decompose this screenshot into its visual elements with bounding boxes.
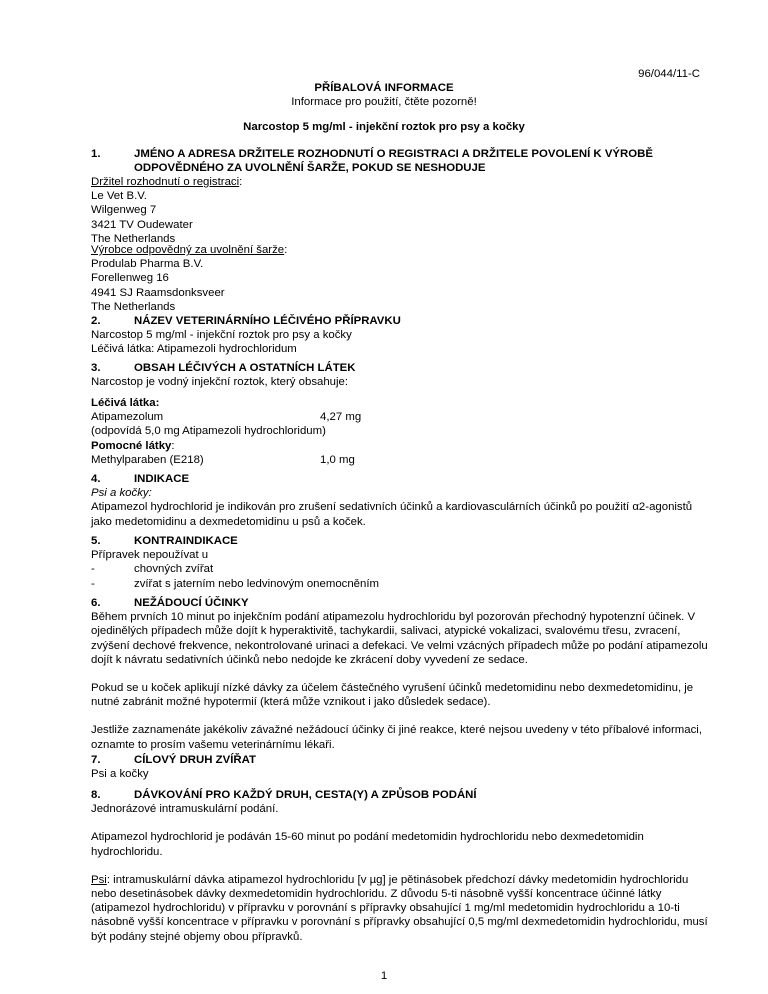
holder-line-3: 3421 TV Oudewater (91, 218, 193, 231)
section-6-heading (91, 596, 711, 610)
section-2-line-2: Léčivá látka: Atipamezoli hydrochloridum (91, 343, 297, 356)
section-6 (91, 596, 711, 752)
section-8-paragraph-3-text: : intramuskulární dávka atipamezol hydrochloridu [v µg] je pětinásobek předchozí dávky medetomidin hydrochloridu nebo desetinásobek dávky dexmedetomidin hydrochloridu. Z důvodu 5-ti násobně vyšší koncentrace účinné látky (atipamezol hydrochloridu) v přípravku v porovnání s přípravky obsahující 1 mg/ml medetomidin hydrochloridu a 10-ti násobně vyšší koncentrace v přípravku v porovnání s přípravky obsahující 0,5 mg/ml dexmedetomidin hydrochloridu, musí být podány stejné objemy obou přípravků. (91, 873, 708, 943)
section-7-title: CÍLOVÝ DRUH ZVÍŘAT (134, 754, 256, 766)
section-5-title: KONTRAINDIKACE (134, 535, 238, 547)
section-1-heading (91, 147, 711, 175)
excipient-name: Methylparaben (E218) (91, 453, 204, 466)
section-3-heading (91, 361, 711, 375)
section-4 (91, 472, 711, 529)
section-2-line-1: Narcostop 5 mg/ml - injekční roztok pro psy a kočky (91, 329, 352, 342)
maker-label-line: Výrobce odpovědný za uvolnění šarže: (91, 244, 288, 256)
holder-block (91, 175, 711, 246)
holder-line-4: The Netherlands (91, 232, 176, 245)
product-name: Narcostop 5 mg/ml - injekční roztok pro psy a kočky (243, 121, 525, 133)
section-3-number: 3. (91, 362, 101, 374)
active-note: (odpovídá 5,0 mg Atipamezoli hydrochloridum) (91, 425, 326, 438)
section-1-title: JMÉNO A ADRESA DRŽITELE ROZHODNUTÍ O REGISTRACI A DRŽITELE POVOLENÍ K VÝROBĚ ODPOVĚDNÉHO ZA UVOLNĚNÍ ŠARŽE, POKUD SE NESHODUJE (134, 148, 653, 175)
section-6-title: NEŽÁDOUCÍ ÚČINKY (134, 597, 249, 609)
maker-line-2: Forellenweg 16 (91, 272, 169, 285)
section-7 (91, 753, 711, 781)
section-8-paragraph-1: Jednorázové intramuskulární podání. (91, 803, 279, 816)
document-title: PŘÍBALOVÁ INFORMACE (314, 82, 454, 94)
section-2 (91, 314, 711, 357)
excipient-label-line: Pomocné látky: (91, 439, 175, 452)
excipient-value: 1,0 mg (320, 453, 355, 466)
list-item: - zvířat s jaterním nebo ledvinovým onemocněním (91, 577, 380, 590)
excipient-label: Pomocné látky (91, 439, 172, 452)
active-value: 4,27 mg (320, 411, 362, 424)
active-label: Léčivá látka: (91, 397, 160, 409)
section-8-paragraph-3 (91, 873, 711, 944)
section-6-paragraph-3: Jestliže zaznamenáte jakékoliv závažné nežádoucí účinky či jiné reakce, které nejsou uvedeny v této příbalové informaci, oznamte to prosím vašemu veterinárnímu lékaři. (91, 724, 702, 751)
section-6-paragraph-2: Pokud se u koček aplikují nízké dávky za účelem částečného vyrušení účinků medetomidinu nebo dexmedetomidinu, je nutné zabránit možné hypotermií (která může vznikout i jako důsledek sedace). (91, 682, 694, 709)
section-1 (91, 147, 711, 175)
holder-label: Držitel rozhodnutí o registraci (91, 176, 240, 188)
document-subtitle: Informace pro použití, čtěte pozorně! (291, 96, 477, 108)
holder-line-2: Wilgenweg 7 (91, 204, 157, 217)
maker-label: Výrobce odpovědný za uvolnění šarže (91, 244, 285, 256)
section-3-intro: Narcostop je vodný injekční roztok, který obsahuje: (91, 376, 349, 389)
document-reference: 96/044/11-C (638, 68, 700, 80)
section-5-item-2: zvířat s jaterním nebo ledvinovým onemocněním (134, 577, 380, 590)
section-3 (91, 361, 711, 389)
section-5-item-1: chovných zvířat (134, 563, 214, 576)
holder-label-line: Držitel rozhodnutí o registraci: (91, 176, 243, 188)
section-7-text: Psi a kočky (91, 768, 149, 781)
section-2-title: NÁZEV VETERINÁRNÍHO LÉČIVÉHO PŘÍPRAVKU (134, 315, 401, 327)
section-4-title: INDIKACE (134, 473, 190, 485)
section-8-title: DÁVKOVÁNÍ PRO KAŽDÝ DRUH, CESTA(Y) A ZPŮSOB PODÁNÍ (134, 789, 477, 801)
section-8-heading (91, 788, 711, 802)
maker-block (91, 243, 711, 314)
holder-line-1: Le Vet B.V. (91, 190, 147, 203)
maker-line-1: Produlab Pharma B.V. (91, 258, 204, 271)
excipient-row (91, 453, 711, 467)
section-2-number: 2. (91, 315, 101, 327)
section-4-species-line: Psi a kočky: (91, 487, 152, 500)
psi-label: Psi (91, 873, 107, 886)
section-8-number: 8. (91, 789, 101, 801)
page-number: 1 (380, 970, 388, 982)
composition-block (91, 396, 711, 467)
maker-line-3: 4941 SJ Raamsdonksveer (91, 286, 225, 299)
section-2-heading (91, 314, 711, 328)
section-5-intro: Přípravek nepoužívat u (91, 549, 209, 562)
section-4-number: 4. (91, 473, 101, 485)
section-4-heading (91, 472, 711, 486)
active-row (91, 410, 711, 424)
list-item: - chovných zvířat (91, 563, 214, 576)
section-6-number: 6. (91, 597, 101, 609)
section-1-number: 1. (91, 148, 101, 160)
section-8 (91, 788, 711, 944)
section-8-paragraph-2: Atipamezol hydrochlorid je podáván 15-60 minut po podání medetomidin hydrochloridu nebo dexmedetomidin hydrochloridu. (91, 831, 644, 858)
section-5 (91, 534, 711, 591)
section-4-text: Atipamezol hydrochlorid je indikován pro zrušení sedativních účinků a kardiovasculárních účinků po použití α2-agonistů jako medetomidinu a dexmedetomidinu u psů a koček. (91, 501, 693, 528)
section-6-paragraph-1: Během prvních 10 minut po injekčním podání atipamezolu hydrochloridu byl pozorován přechodný hypotenzní účinek. V ojedinělých případech může dojít k hyperaktivitě, tachykardii, salivaci, atypické vokalizaci, svalovému třesu, zvracení, zvýšení dechové frekvence, nekontrolované urinaci a defekaci. Ve velmi vzácných případech může po podání atipamezolu dojít k návratu sedativních účinků nebo nedojde ke zkrácení doby vyvedení ze sedace. (91, 611, 708, 666)
section-5-number: 5. (91, 535, 101, 547)
section-7-heading (91, 753, 711, 767)
section-5-heading (91, 534, 711, 548)
active-name: Atipamezolum (91, 411, 164, 424)
maker-line-4: The Netherlands (91, 300, 176, 313)
section-4-species: Psi a kočky (91, 487, 149, 500)
section-3-title: OBSAH LÉČIVÝCH A OSTATNÍCH LÁTEK (134, 362, 356, 374)
section-7-number: 7. (91, 754, 101, 766)
